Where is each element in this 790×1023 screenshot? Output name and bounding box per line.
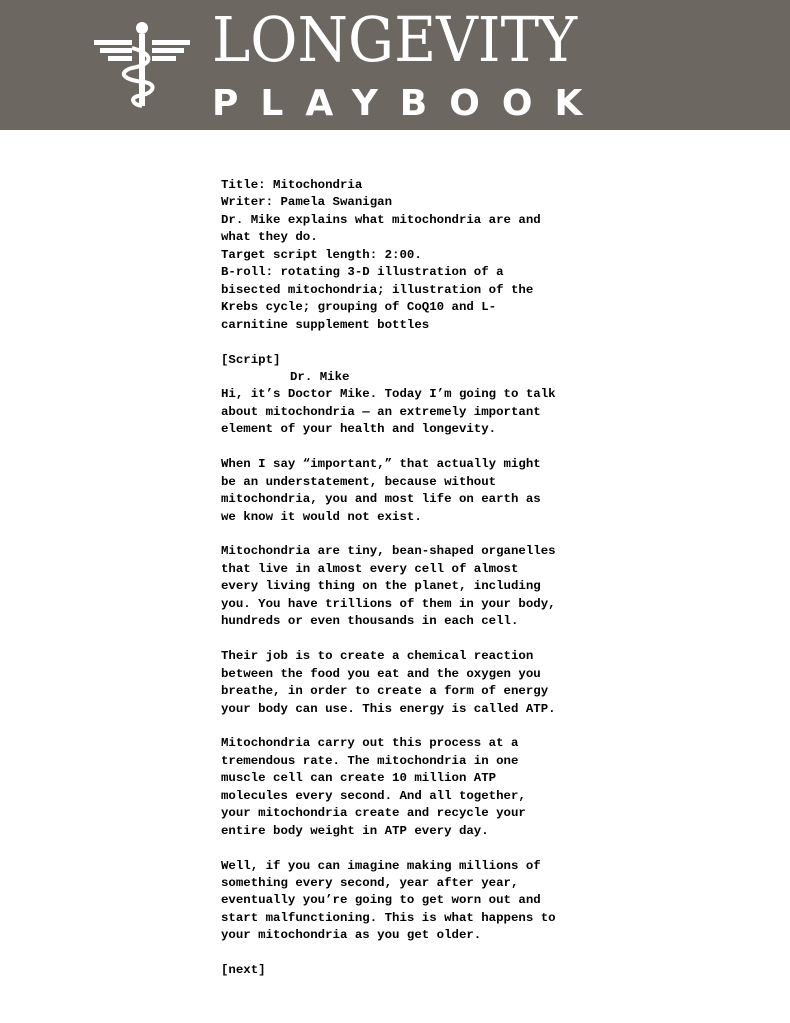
script-line: Mitochondria are tiny, bean-shaped organelles <box>221 544 556 559</box>
script-line: element of your health and longevity. <box>221 422 497 437</box>
script-line: about mitochondria — an extremely important <box>221 404 541 419</box>
meta-line: Target script length: 2:00. <box>221 247 422 262</box>
script-line: tremendous rate. The mitochondria in one <box>221 753 519 768</box>
meta-line: what they do. <box>221 230 318 245</box>
script-line: Well, if you can imagine making millions of <box>221 858 541 873</box>
script-line: Hi, it’s Doctor Mike. Today I’m going to talk <box>221 387 556 402</box>
speaker-name: Dr. Mike <box>290 369 350 384</box>
script-line: your body can use. This energy is called ATP. <box>221 701 556 716</box>
script-document <box>221 177 581 980</box>
script-line: entire body weight in ATP every day. <box>221 823 489 838</box>
meta-line: bisected mitochondria; illustration of the <box>221 282 534 297</box>
spacer <box>221 945 581 962</box>
script-line: your mitochondria create and recycle your <box>221 806 526 821</box>
header-banner <box>0 0 790 130</box>
script-tag: [Script] <box>221 352 281 367</box>
script-line: every living thing on the planet, including <box>221 579 541 594</box>
script-line: eventually you’re going to get worn out and <box>221 893 541 908</box>
script-line: we know it would not exist. <box>221 509 422 524</box>
script-line: your mitochondria as you get older. <box>221 928 482 943</box>
script-line: muscle cell can create 10 million ATP <box>221 771 497 786</box>
script-line: mitochondria, you and most life on earth as <box>221 492 541 507</box>
brand-subtitle: PLAYBOOK <box>212 83 605 124</box>
script-line: you. You have trillions of them in your body, <box>221 596 556 611</box>
spacer <box>221 439 581 456</box>
script-line: between the food you eat and the oxygen you <box>221 666 541 681</box>
spacer <box>221 840 581 857</box>
meta-line: Dr. Mike explains what mitochondria are and <box>221 212 541 227</box>
meta-line: Writer: Pamela Swanigan <box>221 195 393 210</box>
script-line: When I say “important,” that actually might <box>221 457 541 472</box>
meta-line: Title: Mitochondria <box>221 178 363 192</box>
meta-line: Krebs cycle; grouping of CoQ10 and L- <box>221 300 497 315</box>
brand-title: LONGEVITY <box>212 3 578 76</box>
script-line: hundreds or even thousands in each cell. <box>221 614 519 629</box>
script-line: Their job is to create a chemical reaction <box>221 649 534 664</box>
script-line: molecules every second. And all together, <box>221 788 526 803</box>
caduceus-icon <box>92 18 192 108</box>
script-line: something every second, year after year, <box>221 876 519 891</box>
script-line: that live in almost every cell of almost <box>221 561 519 576</box>
spacer <box>221 718 581 735</box>
script-line: breathe, in order to create a form of energy <box>221 684 549 699</box>
script-line: start malfunctioning. This is what happens to <box>221 910 556 925</box>
next-marker: [next] <box>221 963 266 978</box>
spacer <box>221 631 581 648</box>
meta-line: B-roll: rotating 3-D illustration of a <box>221 265 504 280</box>
script-line: be an understatement, because without <box>221 474 497 489</box>
spacer <box>221 334 581 351</box>
spacer <box>221 526 581 543</box>
script-line: Mitochondria carry out this process at a <box>221 736 519 751</box>
meta-line: carnitine supplement bottles <box>221 317 430 332</box>
